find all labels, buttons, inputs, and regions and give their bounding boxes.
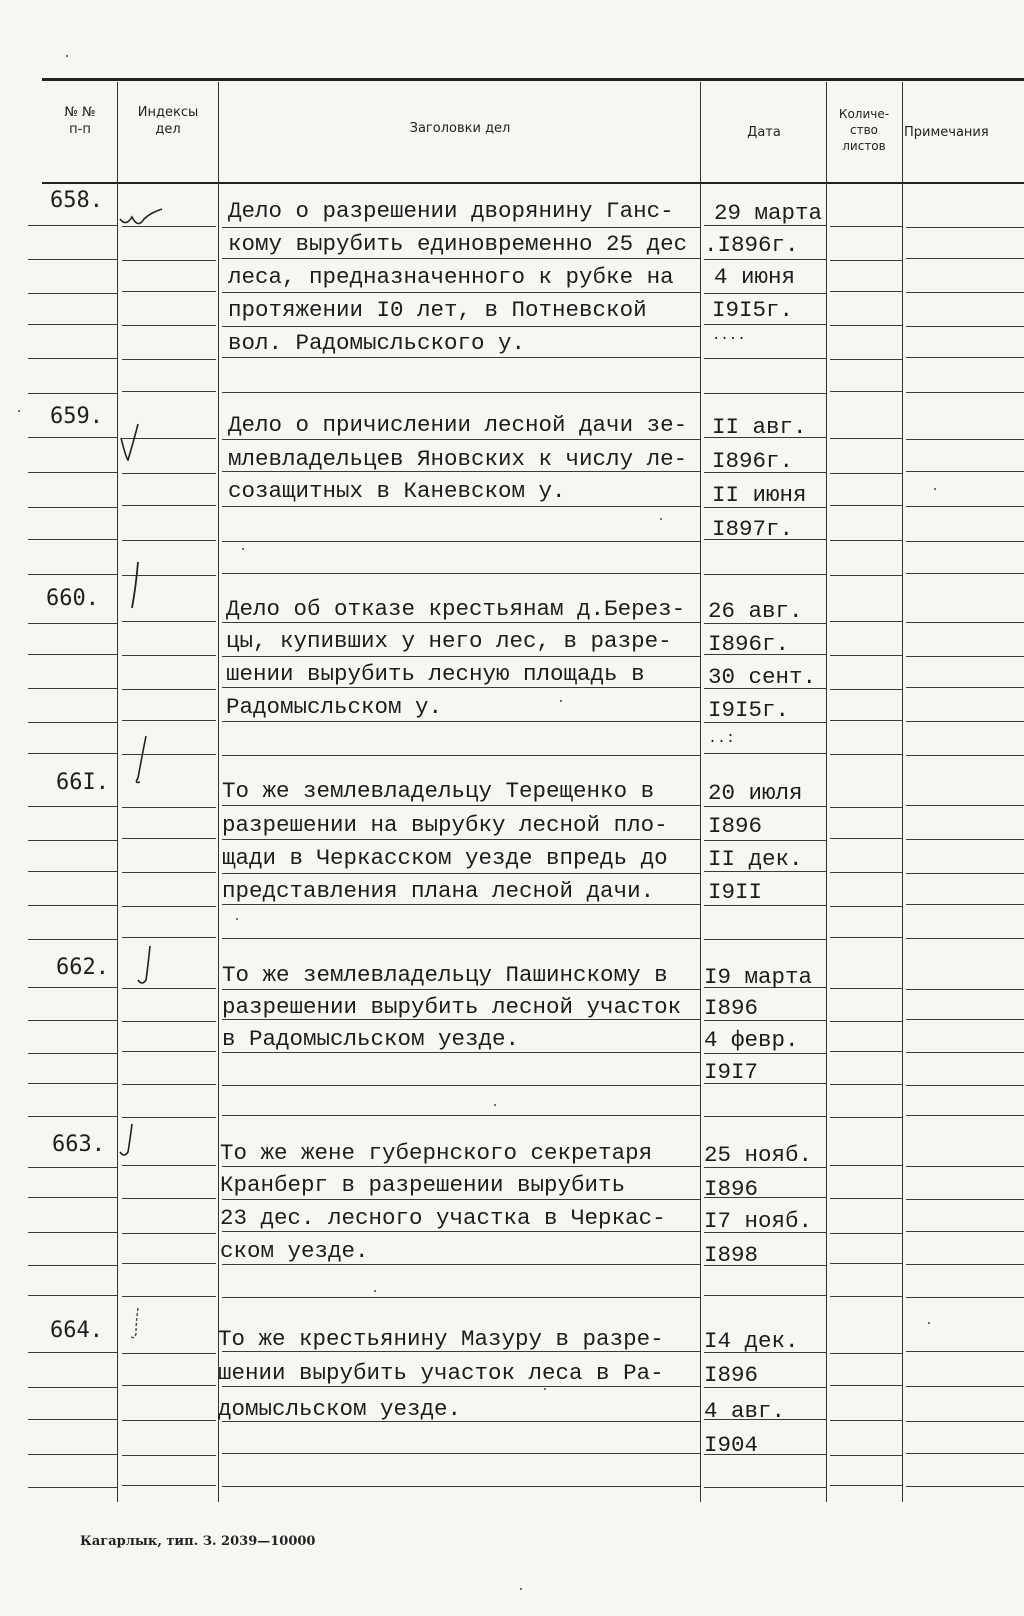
ruled-line <box>122 906 216 907</box>
ruled-line <box>830 473 902 474</box>
entry-title-line: млевладельцев Яновских к числу ле- <box>228 446 688 472</box>
ruled-line <box>830 505 902 506</box>
scan-speck <box>660 518 662 520</box>
scan-speck <box>374 1290 376 1292</box>
header-title: Заголовки дел <box>409 121 511 136</box>
ruled-line <box>122 1165 216 1166</box>
entry-number: 658. <box>50 188 103 213</box>
ruled-line <box>830 1084 902 1085</box>
ruled-line <box>28 806 117 807</box>
ruled-line <box>906 1453 1024 1454</box>
header-number: № № п-п <box>64 105 96 137</box>
ruled-line <box>222 258 700 259</box>
entry-title-line: Кранберг в разрешении вырубить <box>220 1172 626 1198</box>
entry-date-line: II дек. <box>708 846 803 872</box>
entry-date-line: 4 февр. <box>704 1027 799 1053</box>
ruled-line <box>906 622 1024 623</box>
scan-speck <box>236 918 238 920</box>
column-rule <box>117 82 118 1502</box>
ruled-line <box>704 753 826 754</box>
entry-date-line: I898 <box>704 1242 759 1268</box>
ruled-line <box>28 987 117 988</box>
entry-number: 66I. <box>56 770 109 795</box>
ruled-line <box>830 838 902 839</box>
ruled-line <box>830 655 902 656</box>
ruled-line <box>906 392 1024 393</box>
ruled-line <box>28 1197 117 1198</box>
ruled-line <box>906 541 1024 542</box>
ruled-line <box>830 540 902 541</box>
entry-title-line: Радомысльском у. <box>226 694 443 720</box>
entry-date-line: I9 марта <box>704 964 813 990</box>
ruled-line <box>28 259 117 260</box>
ruled-line <box>830 689 902 690</box>
print-footer: Кагарлык, тип. З. 2039—10000 <box>80 1534 316 1549</box>
entry-title-line: шении вырубить лесную площадь в <box>226 661 645 687</box>
ruled-line <box>28 840 117 841</box>
ruled-line <box>906 227 1024 228</box>
ruled-line <box>830 988 902 989</box>
entry-title-line: Дело об отказе крестьянам д.Берез- <box>226 596 686 622</box>
ruled-line <box>704 574 826 575</box>
ruled-line <box>28 225 117 226</box>
entry-date-line: 4 авг. <box>704 1398 786 1424</box>
ruled-line <box>28 472 117 473</box>
ruled-line <box>222 938 700 939</box>
entry-title-line: разрешении на вырубку лесной пло- <box>222 812 668 838</box>
ruled-line <box>28 507 117 508</box>
ruled-line <box>704 1295 826 1296</box>
ruled-line <box>28 393 117 394</box>
entry-date-line: I896 <box>708 813 763 839</box>
header-sheets: Количе- ство листов <box>838 107 890 153</box>
ruled-line <box>222 687 700 688</box>
entry-number: 662. <box>56 955 109 980</box>
ruled-line <box>906 1231 1024 1232</box>
ruled-line <box>704 1116 826 1117</box>
ruled-line <box>906 805 1024 806</box>
ruled-line <box>122 1420 216 1421</box>
header-index: Индексы дел <box>137 105 199 137</box>
entry-date-line: 25 нояб. <box>704 1142 813 1168</box>
ruled-line <box>122 359 216 360</box>
ruled-line <box>830 1385 902 1386</box>
ruled-line <box>830 1263 902 1264</box>
ruled-line <box>222 873 700 874</box>
ruled-line <box>122 1021 216 1022</box>
ruled-line <box>222 326 700 327</box>
scan-speck <box>520 1588 522 1590</box>
ruled-line <box>28 1116 117 1117</box>
ruled-line <box>28 688 117 689</box>
ruled-line <box>28 871 117 872</box>
ruled-line <box>122 540 216 541</box>
entry-date-line: 20 июля <box>708 780 803 806</box>
ruled-line <box>906 904 1024 905</box>
ruled-line <box>830 1021 902 1022</box>
ruled-line <box>122 937 216 938</box>
ruled-line <box>830 291 902 292</box>
ruled-line <box>830 1117 902 1118</box>
entry-title-line: 23 дес. лесного участка в Черкас- <box>220 1205 666 1231</box>
header-top-rule <box>42 78 1024 81</box>
ruled-line <box>704 1053 826 1054</box>
header-notes: Примечания <box>904 125 989 140</box>
ruled-line <box>906 1166 1024 1167</box>
ruled-line <box>704 905 826 906</box>
ruled-line <box>122 1353 216 1354</box>
ruled-line <box>830 391 902 392</box>
ruled-line <box>830 1165 902 1166</box>
scan-speck <box>544 1388 546 1390</box>
tick-mark-icon <box>126 1306 148 1344</box>
ruled-line <box>28 1295 117 1296</box>
tick-mark-icon <box>116 1122 142 1162</box>
entry-number: 664. <box>50 1318 103 1343</box>
ruled-line <box>906 573 1024 574</box>
ruled-line <box>906 839 1024 840</box>
entry-date-line: 29 марта <box>714 200 823 226</box>
ruled-line <box>830 226 902 227</box>
ruled-line <box>28 1053 117 1054</box>
ruled-line <box>906 1052 1024 1053</box>
ruled-line <box>704 1487 826 1488</box>
ruled-line <box>122 473 216 474</box>
ruled-line <box>906 258 1024 259</box>
ruled-line <box>222 1085 700 1086</box>
entry-date-line: I9I5г. <box>708 697 790 723</box>
entry-date-line: I896 <box>704 995 759 1021</box>
entry-title-line: вол. Радомысльского у. <box>228 330 526 356</box>
ruled-line <box>28 623 117 624</box>
entry-title-line: цы, купивших у него лес, в разре- <box>226 628 672 654</box>
ruled-line <box>906 1199 1024 1200</box>
ruled-line <box>28 939 117 940</box>
ruled-line <box>222 1297 700 1298</box>
ruled-line <box>906 326 1024 327</box>
scan-speck <box>560 700 562 702</box>
ruled-line <box>122 1385 216 1386</box>
entry-date-line: 30 сент. <box>708 664 817 690</box>
ruled-line <box>28 1020 117 1021</box>
ruled-line <box>122 391 216 392</box>
ruled-line <box>222 755 700 756</box>
entry-title-line: шении вырубить участок леса в Ра- <box>218 1360 664 1386</box>
ruled-line <box>122 807 216 808</box>
ruled-line <box>28 1232 117 1233</box>
ruled-line <box>830 359 902 360</box>
ruled-line <box>830 260 902 261</box>
ruled-line <box>830 807 902 808</box>
ruled-line <box>830 438 902 439</box>
ruled-line <box>28 358 117 359</box>
ruled-line <box>906 1019 1024 1020</box>
ruled-line <box>28 1454 117 1455</box>
ruled-line <box>906 721 1024 722</box>
ruled-line <box>906 1264 1024 1265</box>
column-rule <box>826 82 827 1502</box>
scan-speck <box>934 488 936 490</box>
ruled-line <box>830 1233 902 1234</box>
tick-mark-icon <box>130 732 156 786</box>
checkmark-icon <box>118 205 168 235</box>
ruled-line <box>906 439 1024 440</box>
entry-title-line: кому вырубить единовременно 25 дес <box>228 231 688 257</box>
ruled-line <box>906 1351 1024 1352</box>
ruled-line <box>222 1486 700 1487</box>
ruled-line <box>28 1352 117 1353</box>
ruled-line <box>906 656 1024 657</box>
entry-title-line: домысльском уезде. <box>218 1396 462 1422</box>
entry-title-line: То же землевладельцу Пашинскому в <box>222 962 668 988</box>
ruled-line <box>906 1085 1024 1086</box>
ruled-line <box>122 1117 216 1118</box>
entry-date-line: I896 <box>704 1362 759 1388</box>
ruled-line <box>122 260 216 261</box>
ruled-line <box>222 622 700 623</box>
ruled-line <box>906 1386 1024 1387</box>
ruled-line <box>906 938 1024 939</box>
ruled-line <box>906 471 1024 472</box>
ruled-line <box>28 1387 117 1388</box>
scan-speck <box>242 548 244 550</box>
entry-title-line: представления плана лесной дачи. <box>222 878 655 904</box>
ruled-line <box>222 541 700 542</box>
ruled-line <box>830 621 902 622</box>
ruled-line <box>704 393 826 394</box>
column-rule <box>902 82 903 1502</box>
entry-title-line: разрешении вырубить лесной участок <box>222 994 682 1020</box>
ruled-line <box>222 1453 700 1454</box>
ruled-line <box>122 689 216 690</box>
ruled-line <box>222 392 700 393</box>
ruled-line <box>830 720 902 721</box>
ruled-line <box>222 439 700 440</box>
ruled-line <box>122 1051 216 1052</box>
ruled-line <box>704 806 826 807</box>
ruled-line <box>906 1115 1024 1116</box>
ruled-line <box>830 1420 902 1421</box>
entry-title-line: протяжении I0 лет, в Потневской <box>228 297 647 323</box>
entry-date-line: I4 дек. <box>704 1328 799 1354</box>
ruled-line <box>222 656 700 657</box>
entry-date-line: ..: <box>708 730 736 747</box>
scan-speck <box>928 1322 930 1324</box>
ruled-line <box>906 292 1024 293</box>
column-rule <box>700 82 701 1502</box>
ruled-line <box>222 1199 700 1200</box>
ruled-line <box>28 1487 117 1488</box>
ruled-line <box>830 872 902 873</box>
ruled-line <box>704 324 826 325</box>
ruled-line <box>830 1485 902 1486</box>
ruled-line <box>122 621 216 622</box>
ruled-line <box>222 506 700 507</box>
entry-date-line: I9I5г. <box>712 297 794 323</box>
ruled-line <box>906 755 1024 756</box>
entry-title-line: То же землевладельцу Терещенко в <box>222 778 655 804</box>
ruled-line <box>222 1166 700 1167</box>
entry-date-line: 4 июня <box>714 264 796 290</box>
entry-title-line: в Радомысльском уезде. <box>222 1026 520 1052</box>
scan-speck <box>18 410 20 412</box>
entry-date-line: I897г. <box>712 516 794 542</box>
ruled-line <box>830 937 902 938</box>
ruled-line <box>704 840 826 841</box>
ruled-line <box>830 575 902 576</box>
ruled-line <box>122 1263 216 1264</box>
ruled-line <box>830 906 902 907</box>
ruled-line <box>222 721 700 722</box>
entry-title-line: Дело о причислении лесной дачи зе- <box>228 412 688 438</box>
ruled-line <box>222 292 700 293</box>
ruled-line <box>222 904 700 905</box>
ruled-line <box>28 1167 117 1168</box>
entry-title-line: созащитных в Каневском у. <box>228 478 566 504</box>
ruled-line <box>906 687 1024 688</box>
ruled-line <box>830 1353 902 1354</box>
checkmark-icon <box>118 418 148 468</box>
entry-title-line: То же крестьянину Мазуру в разре- <box>218 1326 664 1352</box>
ruled-line <box>830 1455 902 1456</box>
ruled-line <box>122 1233 216 1234</box>
ruled-line <box>28 722 117 723</box>
entry-number: 659. <box>50 404 103 429</box>
column-rule <box>218 82 219 1502</box>
entry-date-line: I896г. <box>708 631 790 657</box>
ruled-line <box>830 1296 902 1297</box>
entry-date-line: 26 авг. <box>708 598 803 624</box>
ruled-line <box>222 1052 700 1053</box>
ruled-line <box>28 574 117 575</box>
ruled-line <box>906 506 1024 507</box>
entry-title-line: щади в Черкасском уезде впредь до <box>222 845 668 871</box>
ruled-line <box>222 1115 700 1116</box>
entry-title-line: леса, предназначенного к рубке на <box>228 264 674 290</box>
ruled-line <box>830 754 902 755</box>
ruled-line <box>906 357 1024 358</box>
ruled-line <box>222 1386 700 1387</box>
scan-speck <box>66 55 68 57</box>
ruled-line <box>222 1264 700 1265</box>
entry-date-line: I904 <box>704 1432 759 1458</box>
ruled-line <box>28 1419 117 1420</box>
ruled-line <box>704 939 826 940</box>
ruled-line <box>222 573 700 574</box>
header-bottom-rule <box>42 182 1024 184</box>
ruled-line <box>704 358 826 359</box>
ruled-line <box>122 655 216 656</box>
ruled-line <box>28 753 117 754</box>
entry-date-line: .... <box>712 328 746 344</box>
entry-date-line: II авг. <box>712 414 807 440</box>
ruled-line <box>906 1297 1024 1298</box>
ruled-line <box>704 259 826 260</box>
entry-date-line: II июня <box>712 482 807 508</box>
entry-number: 660. <box>46 586 99 611</box>
tick-mark-icon <box>126 560 146 612</box>
ruled-line <box>704 293 826 294</box>
ruled-line <box>122 720 216 721</box>
ruled-line <box>122 1084 216 1085</box>
ruled-line <box>222 805 700 806</box>
ruled-line <box>122 872 216 873</box>
ruled-line <box>906 989 1024 990</box>
ruled-line <box>28 1083 117 1084</box>
ruled-line <box>122 291 216 292</box>
entry-title-line: ском уезде. <box>220 1238 369 1264</box>
ruled-line <box>830 325 902 326</box>
ruled-line <box>122 1296 216 1297</box>
entry-date-line: I9I7 <box>704 1059 759 1085</box>
ruled-line <box>122 1198 216 1199</box>
ruled-line <box>28 437 117 438</box>
ruled-line <box>122 1455 216 1456</box>
ruled-line <box>830 1198 902 1199</box>
ruled-line <box>906 873 1024 874</box>
ruled-line <box>28 1265 117 1266</box>
ruled-line <box>122 505 216 506</box>
ruled-line <box>122 838 216 839</box>
entry-date-line: .I896г. <box>704 232 799 258</box>
entry-date-line: I896 <box>704 1176 759 1202</box>
ruled-line <box>830 1051 902 1052</box>
ruled-line <box>122 325 216 326</box>
entry-title-line: Дело о разрешении дворянину Ганс- <box>228 198 674 224</box>
scan-speck <box>494 1104 496 1106</box>
ruled-line <box>28 324 117 325</box>
ruled-line <box>222 989 700 990</box>
ruled-line <box>222 357 700 358</box>
ruled-line <box>222 227 700 228</box>
entry-number: 663. <box>52 1132 105 1157</box>
entry-date-line: I7 нояб. <box>704 1208 813 1234</box>
ruled-line <box>122 1485 216 1486</box>
ruled-line <box>906 1421 1024 1422</box>
ruled-line <box>28 539 117 540</box>
ruled-line <box>28 293 117 294</box>
ruled-line <box>222 1231 700 1232</box>
ruled-line <box>28 654 117 655</box>
ruled-line <box>906 1486 1024 1487</box>
header-date: Дата <box>747 125 781 140</box>
entry-date-line: I9II <box>708 879 763 905</box>
ruled-line <box>28 905 117 906</box>
entry-title-line: То же жене губернского секретаря <box>220 1140 653 1166</box>
ruled-line <box>222 839 700 840</box>
entry-date-line: I896г. <box>712 448 794 474</box>
tick-mark-icon <box>132 944 158 990</box>
